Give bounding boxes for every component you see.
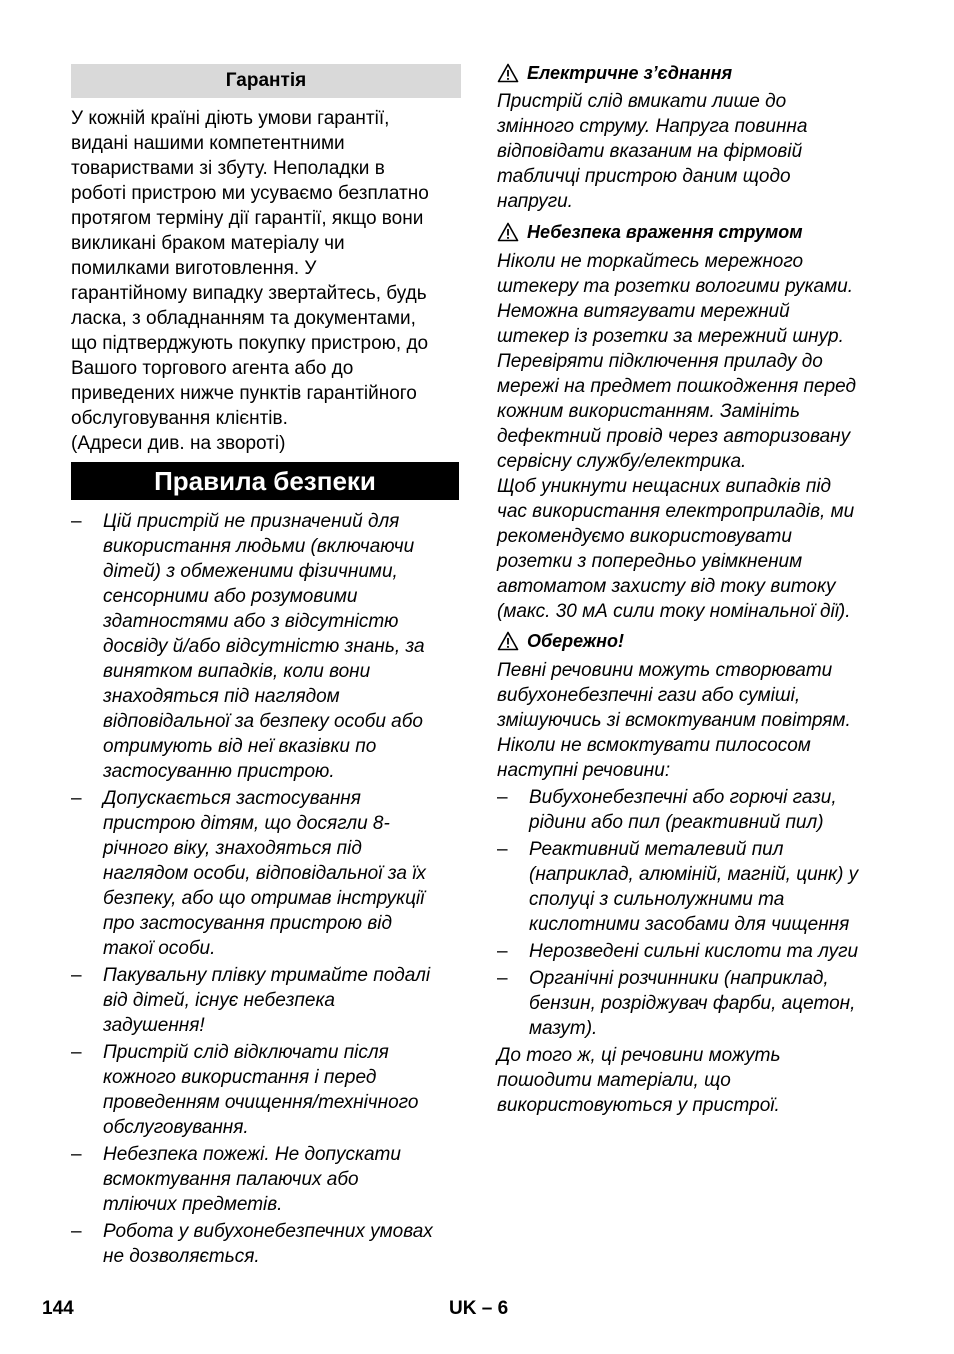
text-line: роботі пристрою ми усуваємо безплатно — [71, 183, 429, 204]
text-line: Нерозведені сильні кислоти та луги — [529, 941, 859, 962]
text-line: табличці пристрою даним щодо — [497, 166, 791, 187]
warning-icon — [497, 631, 519, 651]
text-line: (Адреси див. на звороті) — [71, 433, 286, 454]
list-item — [497, 785, 897, 835]
text-line: сервісну службу/електрика. — [497, 451, 747, 472]
dash-bullet: – — [71, 1042, 82, 1063]
text-line: (макс. 30 мА сили току номінальної дії). — [497, 601, 851, 622]
dash-bullet: – — [71, 788, 82, 809]
text-line: наглядом особи, відповідальної за їх — [103, 863, 426, 884]
text-line: здатностями або з відсутністю — [103, 611, 399, 632]
list-item — [497, 966, 897, 1041]
warning-icon — [497, 222, 519, 242]
text-line: викликані браком матеріалу чи — [71, 233, 345, 254]
text-line: кожним використанням. Замініть — [497, 401, 800, 422]
text-line: Реактивний металевий пил — [529, 839, 784, 860]
shock-heading — [497, 220, 897, 244]
dash-bullet: – — [71, 1221, 82, 1242]
caution-heading — [497, 629, 897, 653]
text-line: штекеру та розетки вологими руками. — [497, 276, 853, 297]
electrical-heading-text: Електричне з’єднання — [527, 63, 733, 83]
text-line: приведених нижче пунктів гарантійного — [71, 383, 417, 404]
text-line: Органічні розчинники (наприклад, — [529, 968, 829, 989]
text-line: що підтверджують покупку пристрою, до — [71, 333, 429, 354]
text-line: гарантійному випадку звертайтесь, будь — [71, 283, 427, 304]
text-line: відповідальної за безпеку особи або — [103, 711, 423, 732]
text-line: не дозволяється. — [103, 1246, 260, 1267]
text-line: Пристрій слід відключати після — [103, 1042, 389, 1063]
language-page-label: UK – 6 — [449, 1298, 509, 1319]
text-line: Небезпека пожежі. Не допускати — [103, 1144, 401, 1165]
text-line: пристрою дітям, що досягли 8- — [103, 813, 390, 834]
list-item — [71, 1040, 463, 1140]
electrical-heading — [497, 61, 897, 85]
caution-heading-text: Обережно! — [527, 631, 625, 651]
text-line: обслуговування клієнтів. — [71, 408, 288, 429]
text-line: використовуються у пристрої. — [497, 1095, 780, 1116]
text-line: Певні речовини можуть створювати — [497, 660, 833, 681]
dash-bullet: – — [497, 787, 508, 808]
text-line: дітей) з обмеженими фізичними, — [103, 561, 398, 582]
text-line: Пакувальну плівку тримайте подалі — [103, 965, 431, 986]
text-line: Перевіряти підключення приладу до — [497, 351, 823, 372]
list-item — [71, 509, 463, 784]
dash-bullet: – — [497, 839, 508, 860]
warning-icon — [497, 63, 519, 83]
warranty-heading — [71, 64, 461, 98]
list-item — [497, 837, 897, 937]
text-line: сенсорними або розумовими — [103, 586, 358, 607]
safety-heading-text: Правила безпеки — [154, 465, 376, 496]
text-line: Вибухонебезпечні або горючі гази, — [529, 787, 837, 808]
electrical-section — [497, 61, 897, 214]
text-line: У кожній країні діють умови гарантії, — [71, 108, 390, 129]
text-line: Допускається застосування — [103, 788, 361, 809]
substances-list — [497, 785, 897, 1041]
text-line: рекомендуємо використовувати — [497, 526, 792, 547]
list-item — [71, 1219, 463, 1269]
list-item — [497, 939, 897, 964]
text-line: обслуговування. — [103, 1117, 249, 1138]
text-line: про застосування пристрою від — [103, 913, 392, 934]
text-line: змішуючись зі всмоктуваним повітрям. — [497, 710, 851, 731]
text-line: досвіду й/або відсутністю знань, за — [103, 636, 425, 657]
list-item — [71, 1142, 463, 1217]
text-line: проведенням очищення/технічного — [103, 1092, 419, 1113]
text-line: такої особи. — [103, 938, 216, 959]
text-line: від дітей, існує небезпека — [103, 990, 335, 1011]
text-line: Вашого торгового агента або до — [71, 358, 354, 379]
text-line: товариствами зі збуту. Неполадки в — [71, 158, 385, 179]
text-line: рідини або пил (реактивний пил) — [529, 812, 824, 833]
text-line: кожного використання і перед — [103, 1067, 377, 1088]
page-number: 144 — [42, 1298, 74, 1319]
text-line: штекер із розетки за мережний шнур. — [497, 326, 844, 347]
dash-bullet: – — [71, 511, 82, 532]
text-line: видані нашими компетентними — [71, 133, 345, 154]
text-line: кислотними засобами для чищення — [529, 914, 850, 935]
dash-bullet: – — [497, 941, 508, 962]
shock-heading-text: Небезпека враження струмом — [527, 222, 803, 242]
text-line: помилками виготовлення. У — [71, 258, 317, 279]
warranty-heading-text: Гарантія — [225, 70, 307, 91]
shock-section — [497, 220, 897, 624]
text-line: бензин, розріджувач фарби, ацетон, — [529, 993, 856, 1014]
text-line: Цій пристрій не призначений для — [103, 511, 400, 532]
text-line: дефектний провід через авторизовану — [497, 426, 851, 447]
dash-bullet: – — [497, 968, 508, 989]
warranty-text — [71, 106, 466, 456]
text-line: відповідати вказаним на фірмовій — [497, 141, 803, 162]
dash-bullet: – — [71, 1144, 82, 1165]
text-line: протягом терміну дії гарантії, якщо вони — [71, 208, 424, 229]
text-line: сполуці з сильнолужними та — [529, 889, 785, 910]
text-line: мережі на предмет пошкодження перед — [497, 376, 857, 397]
text-line: (наприклад, алюміній, магній, цинк) у — [529, 864, 859, 885]
text-line: використання людьми (включаючи — [103, 536, 415, 557]
text-line: До того ж, ці речовини можуть — [497, 1045, 781, 1066]
text-line: ласка, з обладнанням та документами, — [71, 308, 416, 329]
text-line: Неможна витягувати мережний — [497, 301, 790, 322]
text-line: наступні речовини: — [497, 760, 671, 781]
text-line: задушення! — [103, 1015, 205, 1036]
text-line: Щоб уникнути нещасних випадків під — [497, 476, 832, 497]
text-line: безпеку, або що отримав інструкції — [103, 888, 425, 909]
text-line: пошодити матеріали, що — [497, 1070, 731, 1091]
list-item — [71, 786, 463, 961]
text-line: тліючих предметів. — [103, 1194, 283, 1215]
text-line: всмоктування палаючих або — [103, 1169, 359, 1190]
text-line: річного віку, знаходяться під — [103, 838, 362, 859]
text-line: час використання електроприладів, ми — [497, 501, 855, 522]
safety-list — [71, 509, 463, 1271]
text-line: знаходяться під наглядом — [103, 686, 340, 707]
text-line: Ніколи не торкайтесь мережного — [497, 251, 804, 272]
text-line: розетки з попередньо увімкненим — [497, 551, 803, 572]
text-line: вибухонебезпечні гази або суміші, — [497, 685, 801, 706]
text-line: винятком випадків, коли вони — [103, 661, 371, 682]
text-line: напруги. — [497, 191, 573, 212]
text-line: мазут). — [529, 1018, 598, 1039]
text-line: автоматом захисту від току витоку — [497, 576, 836, 597]
text-line: змінного струму. Напруга повинна — [497, 116, 808, 137]
dash-bullet: – — [71, 965, 82, 986]
safety-heading — [71, 462, 459, 500]
list-item — [71, 963, 463, 1038]
text-line: Робота у вибухонебезпечних умовах — [103, 1221, 433, 1242]
text-line: застосуванню пристрою. — [103, 761, 335, 782]
text-line: Ніколи не всмоктувати пилососом — [497, 735, 811, 756]
text-line: отримують від неї вказівки по — [103, 736, 377, 757]
text-line: Пристрій слід вмикати лише до — [497, 91, 787, 112]
caution-section — [497, 629, 897, 1118]
